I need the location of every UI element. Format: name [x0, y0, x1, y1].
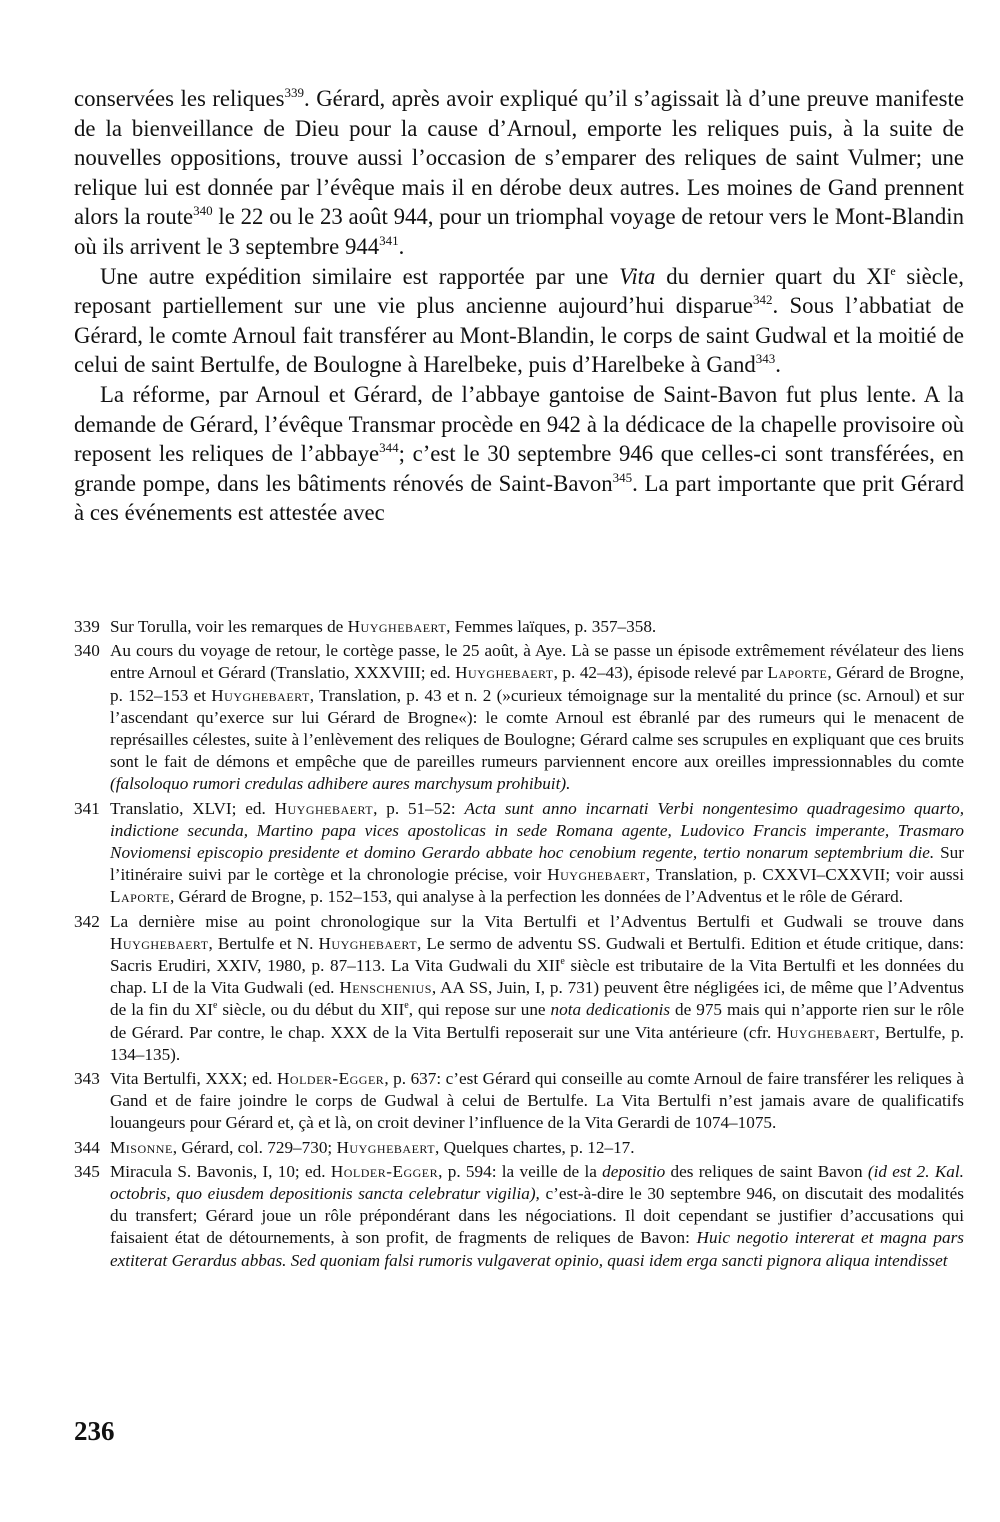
author-name: Huyghebaert — [347, 617, 447, 636]
text-run: La réforme, par Arnoul et Gérard, de l’abbaye gantoise de Saint-Bavon fut plus lente. A la demande de Gérard, l’évêque Transmar procède en 942 à la dédicace de la chapelle provisoire où reposent les reliques de l’abbaye — [74, 381, 964, 467]
footnote-text: Translatio, XLVI; ed. Huyghebaert, p. 51–52: Acta sunt anno incarnati Verbi nongentesimo quadragesimo quarto, indictione secunda, Martino papa vices apostolicas in sede Romana agente, Ludovico Francis imperante, Trasmaro Noviomensi episcopio presidente et domino Gerardo abbate hoc cenobium regente, tertio nonarum septembrium die. Sur l’itinéraire suivi par le cortège et la chronologie précise, voir Huyghebaert, Translation, p. CXXVI–CXXVII; voir aussi Laporte, Gérard de Brogne, p. 152–153, qui analyse à la perfection les données de l’Adventus et le rôle de Gérard. — [110, 798, 965, 907]
author-name: Huyghebaert — [318, 933, 418, 953]
latin-quote: Huic negotio intererat et magna pars extiterat Gerardus abbas. Sed quoniam falsi rumoris vulgaverat opinio, quasi idem erga sancti pignora aliqua intendisset — [110, 1228, 964, 1270]
text-run: ; c’est le 30 septembre 946 que celles-ci sont transférées, en grande pompe, dans les bâtiments rénovés de Saint-Bavon — [74, 441, 964, 496]
text-run: . La part importante que prit Gérard à ces événements est attestée avec — [74, 470, 964, 526]
footnote-number: 344 — [74, 1137, 100, 1157]
author-name: Huyghebaert — [336, 1137, 436, 1157]
latin-term: nota dedicationis — [550, 1000, 671, 1020]
footnote-text: La dernière mise au point chronologique sur la Vita Bertulfi et l’Adventus Bertulfi et Gudwali se trouve dans Huyghebaert, Bertulfe et N. Huyghebaert, Le sermo de adventu SS. Gudwali et Bertulfi. Edition et étude critique, dans: Sacris Erudiri, XXIV, 1980, p. 87–113. La Vita Gudwali du XIIe siècle est tributaire de la Vita Bertulfi et les données du chap. LI de la Vita Gudwali (ed. Henschenius, AA SS, Juin, I, p. 731) peuvent être négligées ici, de même que l’Adventus de la fin du XIe siècle, ou du début du XIIe, qui repose sur une nota dedicationis de 975 mais qui n’apporte rien sur le rôle de Gérard. Par contre, le chap. XXX de la Vita Bertulfi reposerait sur une Vita antérieure (cfr. Huyghebaert, Bertulfe, p. 134–135). — [110, 911, 964, 1064]
latin-quote: Acta sunt anno incarnati Verbi nongentesimo quadragesimo quarto, indictione secunda, Martino papa vices apostolicas in sede Romana agente, Ludovico Francis imperante, Trasmaro Noviomensi episcopio presidente et domino Gerardo abbate hoc cenobium regente, tertio nonarum septembrium die. — [110, 798, 965, 863]
footnote-341 — [74, 798, 964, 909]
author-name: Laporte — [110, 887, 170, 907]
latin-term: depositio — [602, 1161, 666, 1181]
author-name: Henschenius — [339, 978, 432, 998]
footnote-ref-345[interactable]: 345 — [612, 469, 633, 485]
author-name: Huyghebaert — [274, 798, 374, 818]
author-name: Huyghebaert — [110, 933, 209, 953]
latin-quote: (falsoloquo rumori credulas adhibere aures marchysum prohibuit). — [110, 774, 571, 794]
century-superscript: e — [560, 956, 565, 968]
century-superscript: e — [890, 263, 896, 278]
footnote-text: Miracula S. Bavonis, I, 10; ed. Holder-Egger, p. 594: la veille de la depositio des reliques de saint Bavon (id est 2. Kal. octobris, quo eiusdem depositionis sancta celebratur vigilia), c’est-à-dire le 30 septembre 946, on discutait des modalités du transfert; Gérard joue un rôle prépondérant dans les négociations. Il doit cependant se justifier d’accusations qui faisaient état de détournements, à son profit, de fragments de reliques de Bavon: Huic negotio intererat et magna pars extiterat Gerardus abbas. Sed quoniam falsi rumoris vulgaverat opinio, quasi idem erga sancti pignora aliqua intendisset — [110, 1161, 964, 1270]
text-run: . — [398, 233, 405, 259]
text-run: . Gérard, après avoir expliqué qu’il s’agissait là d’une preuve manifeste de la bienveillance de Dieu pour la cause d’Arnoul, emporte les reliques puis, à la suite de nouvelles oppositions, trouve aussi l’occasion de s’emparer des reliques de saint Vulmer; une relique lui est donnée par l’évêque mais il en dérobe deux autres. Les moines de Gand prennent alors la route — [74, 86, 964, 230]
author-name: Holder-Egger — [277, 1069, 385, 1089]
footnote-344 — [74, 1137, 964, 1159]
footnote-ref-341[interactable]: 341 — [379, 232, 399, 248]
footnote-number: 342 — [74, 911, 100, 931]
author-name: Huyghebaert — [547, 865, 646, 885]
paragraph-2 — [74, 262, 964, 380]
footnote-ref-342[interactable]: 342 — [753, 292, 773, 308]
footnote-ref-344[interactable]: 344 — [379, 440, 399, 456]
latin-quote: (id est 2. Kal. octobris, quo eiusdem depositionis sancta celebratur vigilia), — [110, 1161, 964, 1204]
text-run: . Sous l’abbatiat de Gérard, le comte Arnoul fait transférer au Mont-Blandin, le corps de saint Gudwal et la moitié de celui de saint Bertulfe, de Boulogne à Harelbeke, puis d’Harelbeke à Gand — [74, 293, 964, 378]
footnote-text: Vita Bertulfi, XXX; ed. Holder-Egger, p. 637: c’est Gérard qui conseille au comte Arnoul de faire transférer les reliques à Gand et de faire joindre le corps de Gudwal à celui de Bertulfe. La Vita Bertulfi n’est jamais avare de qualificatifs louangeurs pour Gérard et, çà et là, on croit deviner l’influence de la Vita Gerardi de 1074–1075. — [110, 1069, 964, 1133]
author-name: Huyghebaert — [776, 1022, 876, 1042]
author-name: Holder-Egger — [330, 1161, 439, 1181]
footnote-text: Sur Torulla, voir les remarques de Huyghebaert, Femmes laïques, p. 357–358. — [110, 617, 657, 636]
footnote-340 — [74, 640, 964, 795]
text-run: le 22 ou le 23 août 944, pour un triomphal voyage de retour vers le Mont-Blandin où ils arrivent le 3 septembre 944 — [74, 204, 964, 259]
footnote-339 — [74, 616, 964, 638]
author-name: Laporte — [767, 663, 828, 683]
footnote-ref-339[interactable]: 339 — [284, 85, 304, 100]
text-run: conservées les reliques — [74, 86, 285, 111]
footnote-number: 339 — [74, 617, 100, 636]
footnote-342 — [74, 911, 964, 1066]
italic-term: Vita — [619, 263, 656, 289]
footnote-345 — [74, 1161, 964, 1272]
text-run: . — [775, 352, 781, 378]
footnote-number: 340 — [74, 641, 100, 661]
text-run: siècle, reposant partiellement sur une vie plus ancienne aujourd’hui disparue — [74, 263, 965, 319]
footnote-text: Misonne, Gérard, col. 729–730; Huyghebaert, Quelques chartes, p. 12–17. — [110, 1137, 635, 1157]
footnote-343 — [74, 1068, 964, 1135]
author-name: Misonne — [110, 1137, 173, 1157]
footnote-number: 341 — [74, 798, 100, 818]
footnote-ref-343[interactable]: 343 — [755, 351, 776, 367]
author-name: Huyghebaert — [211, 685, 310, 705]
century-superscript: e — [404, 1000, 409, 1012]
footnote-number: 345 — [74, 1161, 100, 1181]
text-run: du dernier quart du XI — [655, 263, 891, 289]
main-text — [74, 84, 964, 528]
page-number: 236 — [74, 1416, 115, 1446]
author-name: Huyghebaert — [455, 663, 554, 683]
text-run: Une autre expédition similaire est rapportée par une — [100, 263, 620, 289]
footnotes — [74, 616, 964, 1272]
paragraph-3 — [74, 380, 964, 528]
paragraph-1 — [74, 84, 964, 262]
footnote-number: 343 — [74, 1069, 100, 1089]
footnote-ref-340[interactable]: 340 — [193, 203, 213, 219]
century-superscript: e — [212, 1000, 218, 1012]
footnote-text: Au cours du voyage de retour, le cortège passe, le 25 août, à Aye. Là se passe un épisode extrêmement révélateur des liens entre Arnoul et Gérard (Translatio, XXXVIII; ed. Huyghebaert, p. 42–43), épisode relevé par Laporte, Gérard de Brogne, p. 152–153 et Huyghebaert, Translation, p. 43 et n. 2 (»curieux témoignage sur la mentalité du prince (sc. Arnoul) et sur l’ascendant qu’exerce sur lui Gérard de Brogne«): le comte Arnoul est ébranlé par des rumeurs qui le menacent de représailles célestes, suite à l’enlèvement des reliques de Boulogne; Gérard calme ses scrupules en expliquant que ces bruits sont le fait de démons et empêche que de pareilles rumeurs parviennent encore aux oreilles impressionnables du comte (falsoloquo rumori credulas adhibere aures marchysum prohibuit). — [110, 641, 965, 794]
